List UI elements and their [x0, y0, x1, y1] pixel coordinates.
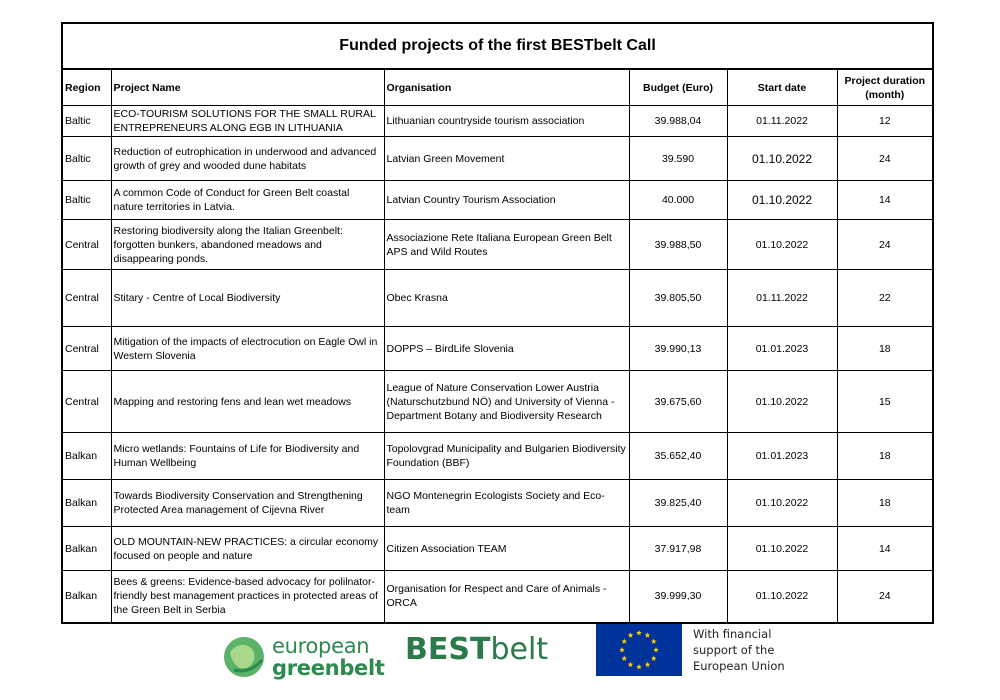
cell-start-date: 01.10.2022	[727, 220, 837, 270]
eu-star-icon	[636, 664, 642, 669]
eu-star-icon	[628, 632, 634, 637]
cell-budget: 39.999,30	[629, 571, 727, 623]
cell-project-name: Restoring biodiversity along the Italian Greenbelt: forgotten bunkers, abandoned meadows and disappearing ponds.	[111, 220, 384, 270]
egb-text-line2: greenbelt	[272, 656, 385, 680]
table-row	[62, 371, 933, 433]
cell-project-name: ECO-TOURISM SOLUTIONS FOR THE SMALL RURAL ENTREPRENEURS ALONG EGB IN LITHUANIA	[111, 106, 384, 137]
header-duration: Project duration (month)	[837, 69, 933, 106]
eu-star-icon	[628, 662, 634, 667]
cell-project-name: OLD MOUNTAIN-NEW PRACTICES: a circular economy focused on people and nature	[111, 527, 384, 571]
eu-star-icon	[621, 639, 627, 644]
cell-region: Central	[62, 220, 111, 270]
cell-duration: 18	[837, 327, 933, 371]
table-row	[62, 181, 933, 220]
cell-budget: 39.825,40	[629, 480, 727, 527]
cell-budget: 39.990,13	[629, 327, 727, 371]
cell-duration: 15	[837, 371, 933, 433]
cell-project-name: Towards Biodiversity Conservation and Strengthening Protected Area management of Cijevna River	[111, 480, 384, 527]
table-row	[62, 220, 933, 270]
header-row	[62, 69, 933, 106]
european-greenbelt-logo	[220, 632, 385, 682]
cell-region: Baltic	[62, 181, 111, 220]
cell-budget: 35.652,40	[629, 433, 727, 480]
cell-project-name: Mapping and restoring fens and lean wet meadows	[111, 371, 384, 433]
table-row	[62, 327, 933, 371]
table-row	[62, 480, 933, 527]
header-organisation: Organisation	[384, 69, 629, 106]
cell-budget: 39.805,50	[629, 270, 727, 327]
cell-project-name: Reduction of eutrophication in underwood and advanced growth of grey and wooded dune habitats	[111, 137, 384, 181]
cell-region: Central	[62, 327, 111, 371]
egb-text-line1: european	[272, 634, 370, 658]
cell-duration: 14	[837, 181, 933, 220]
table-row	[62, 270, 933, 327]
table-row	[62, 137, 933, 181]
cell-duration: 24	[837, 571, 933, 623]
table-row	[62, 106, 933, 137]
cell-organisation: NGO Montenegrin Ecologists Society and Eco-team	[384, 480, 629, 527]
cell-project-name: Mitigation of the impacts of electrocution on Eagle Owl in Western Slovenia	[111, 327, 384, 371]
cell-duration: 18	[837, 433, 933, 480]
cell-project-name: Stitary - Centre of Local Biodiversity	[111, 270, 384, 327]
cell-budget: 39.988,50	[629, 220, 727, 270]
cell-start-date: 01.11.2022	[727, 106, 837, 137]
cell-project-name: Micro wetlands: Fountains of Life for Biodiversity and Human Wellbeing	[111, 433, 384, 480]
cell-start-date: 01.10.2022	[727, 571, 837, 623]
table-row	[62, 527, 933, 571]
cell-start-date: 01.01.2023	[727, 433, 837, 480]
bestbelt-bold-text: BEST	[405, 632, 491, 667]
table-row	[62, 433, 933, 480]
header-region: Region	[62, 69, 111, 106]
eu-star-icon	[636, 630, 642, 635]
eu-flag-icon	[596, 624, 682, 676]
cell-start-date: 01.10.2022	[727, 137, 837, 181]
eu-text-line2: support of the	[693, 643, 775, 657]
cell-organisation: Lithuanian countryside tourism association	[384, 106, 629, 137]
cell-budget: 37.917,98	[629, 527, 727, 571]
header-budget: Budget (Euro)	[629, 69, 727, 106]
cell-region: Central	[62, 371, 111, 433]
cell-region: Balkan	[62, 480, 111, 527]
footer-logos	[0, 624, 1000, 700]
cell-project-name: A common Code of Conduct for Green Belt coastal nature territories in Latvia.	[111, 181, 384, 220]
header-start-date: Start date	[727, 69, 837, 106]
cell-region: Balkan	[62, 527, 111, 571]
eu-star-icon	[621, 656, 627, 661]
globe-icon	[220, 632, 270, 682]
cell-organisation: Obec Krasna	[384, 270, 629, 327]
cell-region: Balkan	[62, 571, 111, 623]
eu-star-icon	[653, 647, 659, 652]
cell-organisation: Topolovgrad Municipality and Bulgarien Biodiversity Foundation (BBF)	[384, 433, 629, 480]
cell-duration: 24	[837, 137, 933, 181]
cell-organisation: League of Nature Conservation Lower Austria (Naturschutzbund NÖ) and University of Vienna - Department Botany and Biodiversity Research	[384, 371, 629, 433]
eu-star-icon	[645, 662, 651, 667]
header-project-name: Project Name	[111, 69, 384, 106]
cell-start-date: 01.10.2022	[727, 527, 837, 571]
cell-organisation: Associazione Rete Italiana European Green Belt APS and Wild Routes	[384, 220, 629, 270]
table-title: Funded projects of the first BESTbelt Call	[62, 23, 933, 69]
cell-duration: 12	[837, 106, 933, 137]
cell-start-date: 01.11.2022	[727, 270, 837, 327]
cell-start-date: 01.10.2022	[727, 480, 837, 527]
cell-project-name: Bees & greens: Evidence-based advocacy for polilnator-friendly best management practices in protected areas of the Green Belt in Serbia	[111, 571, 384, 623]
cell-region: Baltic	[62, 137, 111, 181]
cell-organisation: Latvian Country Tourism Association	[384, 181, 629, 220]
table-body	[62, 106, 933, 623]
eu-star-icon	[645, 632, 651, 637]
eu-text-line1: With financial	[693, 627, 772, 641]
cell-duration: 24	[837, 220, 933, 270]
bestbelt-light-text: belt	[490, 632, 549, 667]
eu-stars	[596, 624, 682, 676]
cell-start-date: 01.01.2023	[727, 327, 837, 371]
cell-duration: 14	[837, 527, 933, 571]
cell-budget: 39.988,04	[629, 106, 727, 137]
cell-duration: 18	[837, 480, 933, 527]
cell-start-date: 01.10.2022	[727, 371, 837, 433]
cell-duration: 22	[837, 270, 933, 327]
eu-star-icon	[619, 647, 625, 652]
cell-organisation: Latvian Green Movement	[384, 137, 629, 181]
eu-text-line3: European Union	[693, 659, 785, 673]
eu-star-icon	[651, 656, 657, 661]
cell-organisation: Organisation for Respect and Care of Animals - ORCA	[384, 571, 629, 623]
cell-region: Balkan	[62, 433, 111, 480]
cell-budget: 39.590	[629, 137, 727, 181]
cell-organisation: DOPPS – BirdLife Slovenia	[384, 327, 629, 371]
cell-region: Baltic	[62, 106, 111, 137]
eu-star-icon	[651, 639, 657, 644]
cell-start-date: 01.10.2022	[727, 181, 837, 220]
table-row	[62, 571, 933, 623]
cell-organisation: Citizen Association TEAM	[384, 527, 629, 571]
cell-budget: 39.675,60	[629, 371, 727, 433]
cell-region: Central	[62, 270, 111, 327]
eu-funding-note	[693, 626, 785, 674]
funded-projects-table	[61, 22, 934, 624]
cell-budget: 40.000	[629, 181, 727, 220]
bestbelt-logo	[405, 632, 570, 678]
